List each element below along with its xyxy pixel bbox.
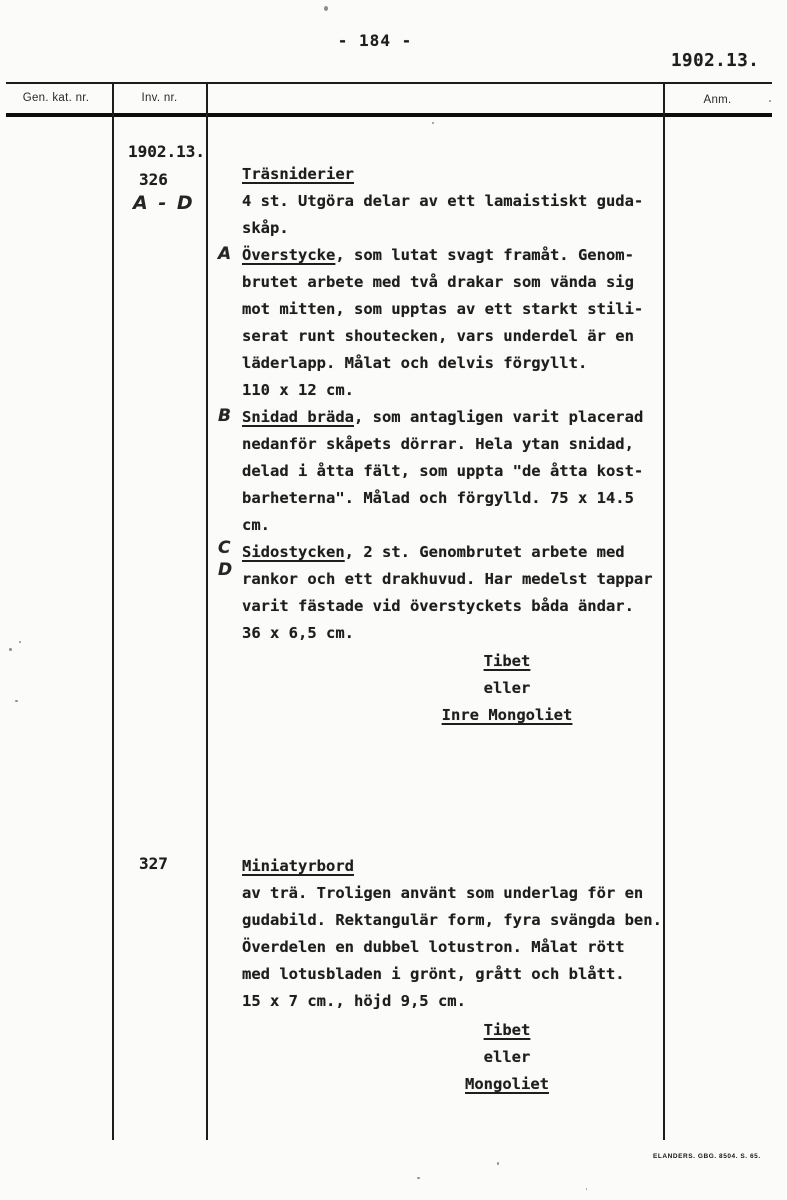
provenance-place: Mongoliet — [465, 1075, 549, 1093]
column-divider-inv — [206, 82, 208, 1140]
provenance-or: eller — [483, 679, 531, 697]
entry-326-part-a-line: brutet arbete med två drakar som vända sig — [242, 273, 634, 291]
entry-326-part-a-line: läderlapp. Målat och delvis förgyllt. — [242, 354, 588, 372]
entry-326-part-b-line: nedanför skåpets dörrar. Hela ytan snidad, — [242, 435, 634, 453]
provenance-place: Inre Mongoliet — [441, 706, 573, 724]
entry-326-part-a-line: 110 x 12 cm. — [242, 381, 354, 399]
column-header-anm: Anm. — [703, 94, 732, 106]
entry-326-intro-line: 4 st. Utgöra delar av ett lamaistiskt guda- — [242, 192, 644, 210]
scan-speck — [417, 1177, 420, 1179]
table-header-bottom-rule — [6, 113, 772, 117]
entry-326-provenance — [419, 648, 595, 729]
scan-speck — [15, 700, 18, 702]
provenance-place: Tibet — [483, 652, 531, 670]
entry-326-part-a-line: serat runt shoutecken, vars underdel är en — [242, 327, 634, 345]
entry-327-line: av trä. Troligen använt som underlag för en — [242, 884, 644, 902]
page-number: - 184 - — [337, 31, 413, 50]
entry-327-provenance — [419, 1017, 595, 1098]
entry-326-letter-range-handwritten: A - D — [133, 192, 195, 214]
entry-326-part-cd-line: varit fästade vid överstyckets båda ändar. — [242, 597, 634, 615]
scan-speck — [769, 100, 771, 102]
provenance-or: eller — [483, 1048, 531, 1066]
entry-326-part-cd-line: rankor och ett drakhuvud. Har medelst tappar — [242, 570, 653, 588]
entry-326-description — [218, 161, 682, 647]
entry-327-inventory-number: 327 — [139, 854, 168, 873]
scan-speck — [324, 6, 328, 11]
handwritten-letter-b: B — [218, 406, 231, 426]
scan-speck — [586, 1188, 587, 1190]
column-divider-gen-kat — [112, 82, 114, 1140]
column-header-gen-kat-nr: Gen. kat. nr. — [22, 92, 90, 104]
table-top-rule — [6, 82, 772, 84]
entry-327-line: med lotusbladen i grönt, grått och blått. — [242, 965, 625, 983]
entry-326-part-b-line: delad i åtta fält, som uppta "de åtta kost- — [242, 462, 644, 480]
entry-326-intro-line: skåp. — [242, 219, 289, 237]
entry-326-part-b-heading: B Snidad bräda, som antagligen varit placerad — [242, 404, 682, 431]
entry-326-part-a-heading: A Överstycke, som lutat svagt framåt. Genom- — [242, 242, 682, 269]
scan-speck — [497, 1162, 499, 1165]
printer-imprint: ELANDERS. GBG. 8504. S. 65. — [653, 1153, 761, 1160]
handwritten-letter-d: D — [218, 560, 233, 580]
entry-326-group-number: 1902.13. — [128, 142, 206, 161]
handwritten-letter-a: A — [218, 244, 232, 264]
handwritten-letter-c: C — [218, 538, 231, 558]
entry-326-part-cd-line: 36 x 6,5 cm. — [242, 624, 354, 642]
entry-326-inventory-number: 326 — [139, 170, 168, 189]
column-header-inv-nr: Inv. nr. — [141, 92, 178, 104]
entry-326-part-a-line: mot mitten, som upptas av ett starkt stili- — [242, 300, 644, 318]
entry-327-line: Överdelen en dubbel lotustron. Målat rött — [242, 938, 625, 956]
scan-speck — [19, 641, 21, 643]
catalog-year-ref: 1902.13. — [671, 51, 760, 71]
entry-326-part-cd-heading: C D Sidostycken, 2 st. Genombrutet arbete med — [242, 539, 682, 566]
scan-speck — [432, 122, 434, 124]
entry-326-part-b-line: barheterna". Målad och förgylld. 75 x 14.5 — [242, 489, 634, 507]
entry-327-line: 15 x 7 cm., höjd 9,5 cm. — [242, 992, 466, 1010]
scan-speck — [9, 648, 12, 651]
entry-326-title: Träsniderier — [242, 165, 354, 183]
entry-327-line: gudabild. Rektangulär form, fyra svängda ben. — [242, 911, 662, 929]
provenance-place: Tibet — [483, 1021, 531, 1039]
entry-327-description — [242, 853, 682, 1015]
entry-326-part-b-line: cm. — [242, 516, 270, 534]
entry-327-title: Miniatyrbord — [242, 857, 354, 875]
